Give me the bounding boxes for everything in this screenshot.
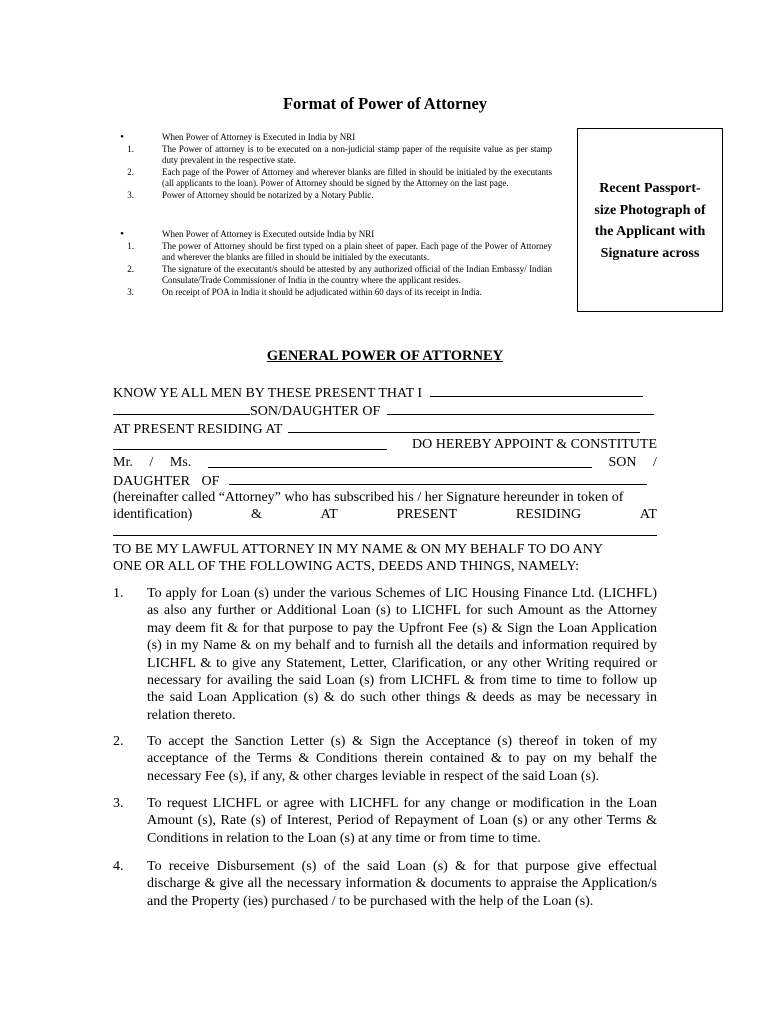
- instruction-number: 1.: [127, 143, 134, 154]
- instruction-number: 1.: [127, 240, 134, 251]
- address-continued-blank[interactable]: [113, 436, 387, 450]
- clause-item: [113, 858, 657, 910]
- form-line-9: [113, 522, 657, 540]
- form-know-ye: KNOW YE ALL MEN BY THESE PRESENT THAT I: [113, 386, 423, 401]
- instruction-number: 3.: [127, 189, 134, 200]
- attorney-address-blank[interactable]: [113, 522, 657, 536]
- instruction-item: [112, 264, 552, 287]
- form-son-daughter-of: SON/DAUGHTER OF: [250, 404, 381, 419]
- clause-number: 4.: [113, 859, 124, 874]
- instruction-item: [112, 190, 552, 202]
- instruction-number: 2.: [127, 263, 134, 274]
- clause-number: 1.: [113, 586, 124, 601]
- bullet-icon: •: [120, 131, 124, 143]
- instruction-text: Power of Attorney should be notarized by a Notary Public.: [162, 189, 374, 200]
- form-line-11: [113, 558, 657, 576]
- instruction-item: [112, 144, 552, 167]
- instructions-india-heading: When Power of Attorney is Executed in India by NRI: [162, 132, 356, 142]
- form-residing-at: AT PRESENT RESIDING AT: [113, 422, 283, 437]
- applicant-name-blank[interactable]: [430, 383, 643, 397]
- form-mr: Mr.: [113, 455, 133, 470]
- instruction-number: 2.: [127, 166, 134, 177]
- attorney-parent-blank[interactable]: [229, 471, 647, 485]
- form-line-5: [113, 454, 657, 472]
- instruction-number: 3.: [127, 286, 134, 297]
- instructions-outside-heading-row: [112, 229, 552, 241]
- clause-item: [113, 585, 657, 724]
- instructions-india-heading-row: [112, 132, 552, 144]
- form-at: AT: [320, 507, 338, 522]
- instruction-item: [112, 167, 552, 190]
- form-line-4: [113, 436, 657, 454]
- form-appoint: DO HEREBY APPOINT & CONSTITUTE: [411, 437, 657, 452]
- clause-text: To receive Disbursement (s) of the said Loan (s) & for that purpose give effectual discharge & give all the necessary information & documents to appraise the Application/s and the Property (ies) purchased / to be purchased with the help of the Loan (s).: [147, 859, 657, 909]
- form-son: SON: [608, 455, 637, 470]
- parent-name-blank[interactable]: [387, 401, 654, 415]
- clause-text: To request LICHFL or agree with LICHFL for any change or modification in the Loan Amount (s), Rate (s) of Interest, Period of Repayment of Loan (s) or any other Terms & Conditions in relation to the Loan (s) at any time or from time to time.: [147, 796, 657, 846]
- clause-text: To apply for Loan (s) under the various Schemes of LIC Housing Finance Ltd. (LICHFL) as also any further or Additional Loan (s) to LICHFL for such Amount as the Attorney may deem fit & for that purpose to pay the Upfront Fee (s) & Sign the Loan Application (s) in my Name & on my behalf and to furnish all the details and information required by LICHFL & to give any Statement, Letter, Clarification, or any other Writing required or necessary for availing the said Loan (s) from LICHFL & from time to time to follow up the said Loan Application (s) & do such other things & deeds as may be necessary in relation thereto.: [147, 586, 657, 723]
- instructions-india: [112, 132, 552, 202]
- instruction-text: On receipt of POA in India it should be adjudicated within 60 days of its receipt in India.: [162, 286, 482, 297]
- clause-item: [113, 795, 657, 847]
- form-hereinafter: (hereinafter called “Attorney” who has subscribed his / her Signature hereunder in token of: [113, 490, 624, 505]
- form-present: PRESENT: [396, 507, 458, 522]
- form-amp: &: [251, 507, 262, 522]
- form-identification: identification): [113, 507, 193, 522]
- instruction-text: Each page of the Power of Attorney and wherever blanks are filled in should be initialed by the executants (all applicants to the loan). Power of Attorney should be signed by the Attorney on the last page.: [162, 166, 552, 189]
- photo-box-line: size Photograph of: [594, 202, 706, 218]
- form-slash-2: /: [653, 455, 657, 470]
- form-line-1: [113, 383, 657, 401]
- form-residing: RESIDING: [515, 507, 582, 522]
- instruction-text: The power of Attorney should be first typed on a plain sheet of paper. Each page of the Power of Attorney and wherever the blanks are filled in should be initialed by the executants.: [162, 240, 552, 263]
- photo-box-line: the Applicant with: [594, 224, 706, 239]
- instruction-text: The Power of attorney is to be executed on a non-judicial stamp paper of the requisite value as per stamp duty prevalent in the respective state.: [162, 143, 552, 166]
- form-ms: Ms.: [169, 455, 192, 470]
- form-line-3: [113, 419, 657, 437]
- address-blank[interactable]: [288, 419, 640, 433]
- form-line-10: [113, 541, 657, 559]
- instructions-outside-heading: When Power of Attorney is Executed outside India by NRI: [162, 229, 375, 239]
- section-title: [0, 348, 770, 365]
- form-at-2: AT: [639, 507, 657, 522]
- instructions-outside-india: [112, 229, 552, 299]
- instruction-item: [112, 287, 552, 299]
- clause-number: 2.: [113, 734, 124, 749]
- photo-box-line: Signature across: [600, 245, 700, 261]
- form-lawful-2: ONE OR ALL OF THE FOLLOWING ACTS, DEEDS AND THINGS, NAMELY:: [113, 559, 580, 574]
- form-line-2: [113, 401, 657, 419]
- photo-box-line: Recent Passport-: [599, 181, 701, 196]
- form-line-6: [113, 471, 657, 489]
- form-daughter: DAUGHTER: [113, 474, 190, 489]
- photo-placeholder-box: [577, 128, 723, 312]
- form-line-7: [113, 489, 657, 507]
- bullet-icon: •: [120, 228, 124, 240]
- form-lawful-1: TO BE MY LAWFUL ATTORNEY IN MY NAME & ON MY BEHALF TO DO ANY: [113, 542, 603, 557]
- clause-number: 3.: [113, 796, 124, 811]
- relation-prefix-blank[interactable]: [113, 401, 250, 415]
- section-title-text: GENERAL POWER OF ATTORNEY: [266, 348, 504, 364]
- form-slash: /: [149, 455, 154, 470]
- instruction-text: The signature of the executant/s should be attested by any authorized official of the Indian Embassy/ Indian Consulate/Trade Commissioner of India in the country where the applicant resides.: [162, 263, 552, 286]
- attorney-name-blank[interactable]: [208, 454, 592, 468]
- instruction-item: [112, 241, 552, 264]
- clause-item: [113, 733, 657, 785]
- clause-text: To accept the Sanction Letter (s) & Sign the Acceptance (s) thereof in token of my acceptance of the Terms & Conditions therein contained & to pay on my behalf the necessary Fee (s), if any, & other charges leviable in respect of the said Loan (s).: [147, 734, 657, 784]
- page-title: Format of Power of Attorney: [282, 94, 488, 113]
- form-of: OF: [201, 474, 220, 489]
